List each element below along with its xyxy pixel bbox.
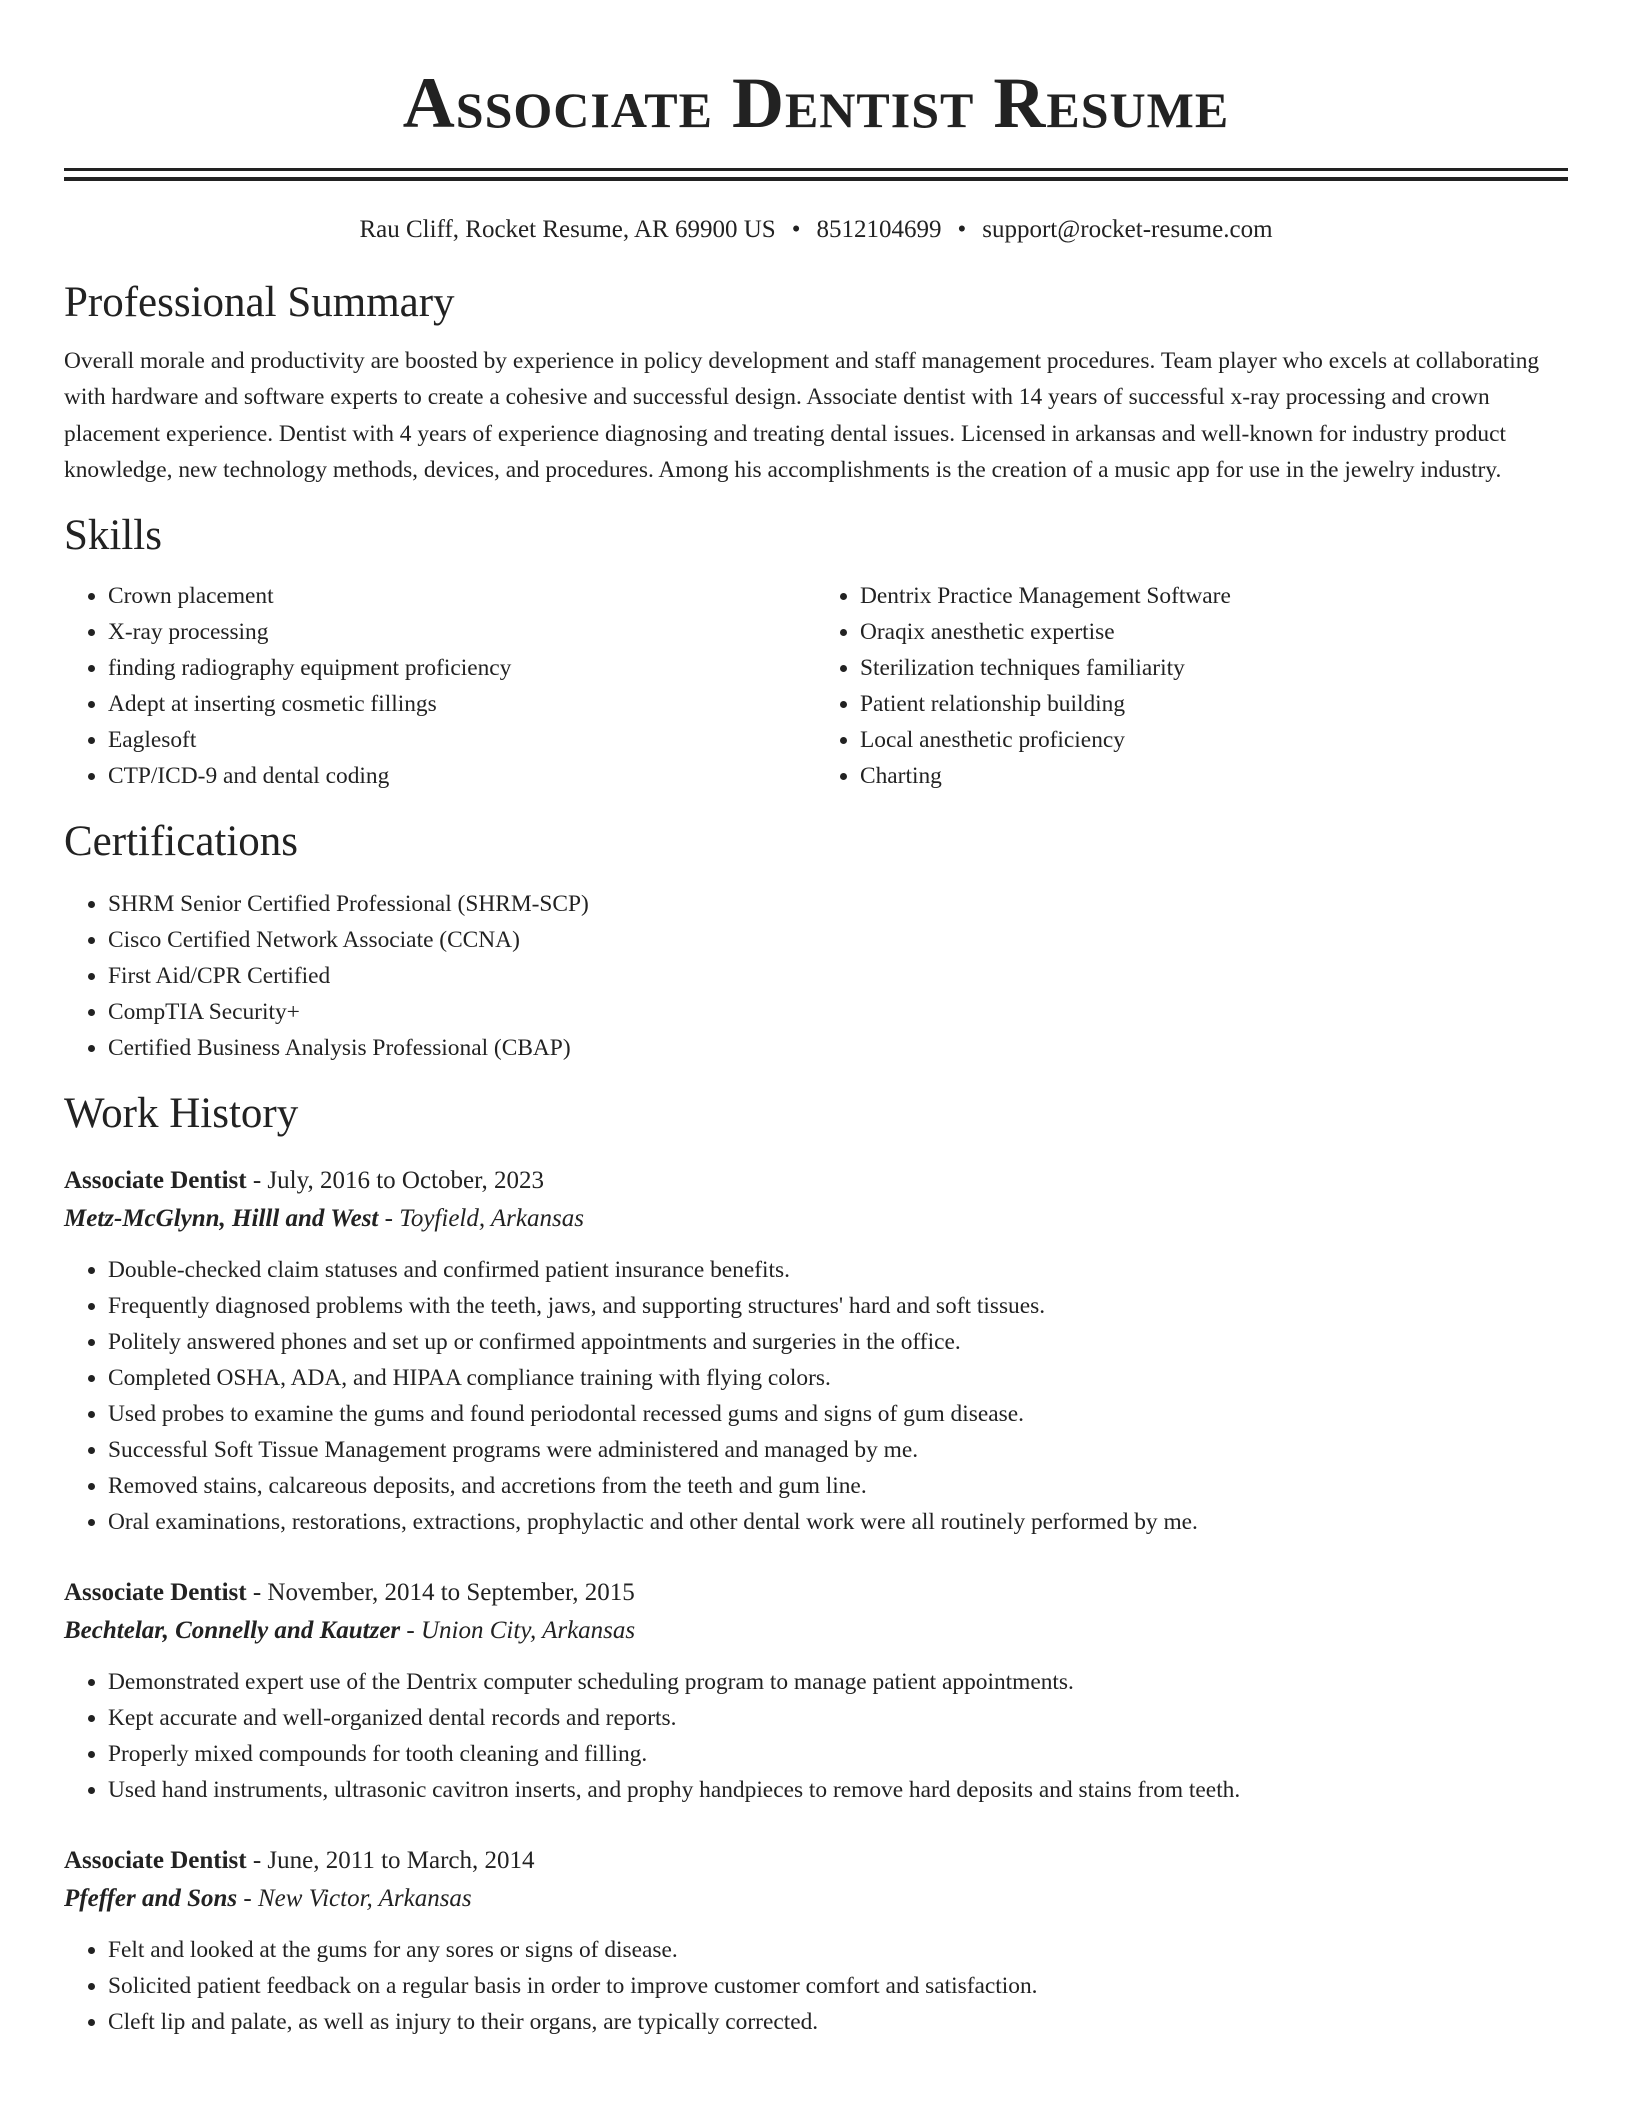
duty-item: • Politely answered phones and set up or confirmed appointments and surgeries in the office. (108, 1324, 1568, 1360)
job-company: Pfeffer and Sons (64, 1885, 238, 1913)
title-rule-bottom (64, 177, 1568, 181)
skill-item: • X-ray processing (108, 614, 816, 650)
duty-item: • Double-checked claim statuses and confirmed patient insurance benefits. (108, 1252, 1568, 1288)
summary-heading: Professional Summary (64, 279, 455, 326)
skill-item: • Crown placement (108, 578, 816, 614)
skills-left-list (64, 578, 816, 794)
job-title-line (64, 1162, 1568, 1200)
skill-item: • Sterilization techniques familiarity (860, 650, 1568, 686)
skills-right-list (816, 578, 1568, 794)
duty-item: • Successful Soft Tissue Management programs were administered and managed by me. (108, 1432, 1568, 1468)
certification-item: • First Aid/CPR Certified (108, 958, 1568, 994)
certification-item: • Certified Business Analysis Professional (CBAP) (108, 1030, 1568, 1066)
job-dates: - November, 2014 to September, 2015 (246, 1579, 635, 1607)
job-company-line (64, 1612, 1568, 1650)
contact-address: Rau Cliff, Rocket Resume, AR 69900 US (359, 216, 776, 243)
work-history-heading: Work History (64, 1090, 299, 1138)
duty-item: • Cleft lip and palate, as well as injury to their organs, are typically corrected. (108, 2004, 1568, 2040)
duty-item: • Kept accurate and well-organized dental records and reports. (108, 1700, 1568, 1736)
job-company: Metz-McGlynn, Hilll and West (64, 1205, 379, 1233)
duty-item: • Felt and looked at the gums for any sores or signs of disease. (108, 1932, 1568, 1968)
resume-title: Associate Dentist Resume (402, 63, 1230, 143)
skill-item: • CTP/ICD-9 and dental coding (108, 758, 816, 794)
certifications-list (64, 886, 1568, 1066)
duty-item: • Used hand instruments, ultrasonic cavitron inserts, and prophy handpieces to remove hard deposits and stains from teeth. (108, 1772, 1568, 1808)
skill-item: • finding radiography equipment proficiency (108, 650, 816, 686)
job-entry (64, 1574, 1568, 1808)
job-title: Associate Dentist (64, 1167, 247, 1195)
contact-separator: • (957, 216, 967, 243)
certification-item: • SHRM Senior Certified Professional (SHRM-SCP) (108, 886, 1568, 922)
summary-text: Overall morale and productivity are boosted by experience in policy development and staff management procedures. Team player who excels at collaborating with hardware and software experts to create a cohesive and successful design. Associate dentist with 14 years of successful x-ray processing and crown placement experience. Dentist with 4 years of experience diagnosing and treating dental issues. Licensed in arkansas and well-known for industry product knowledge, new technology methods, devices, and procedures. Among his accomplishments is the creation of a music app for use in the jewelry industry. (64, 348, 1540, 483)
job-duties-list (64, 1252, 1568, 1540)
skill-item: • Dentrix Practice Management Software (860, 578, 1568, 614)
resume-page (64, 0, 1568, 2040)
job-company-line (64, 1200, 1568, 1238)
job-title-line (64, 1842, 1568, 1880)
skill-item: • Adept at inserting cosmetic fillings (108, 686, 816, 722)
duty-item: • Used probes to examine the gums and found periodontal recessed gums and signs of gum disease. (108, 1396, 1568, 1432)
skill-item: • Oraqix anesthetic expertise (860, 614, 1568, 650)
job-duties-list (64, 1664, 1568, 1808)
duty-item: • Removed stains, calcareous deposits, and accretions from the teeth and gum line. (108, 1468, 1568, 1504)
duty-item: • Completed OSHA, ADA, and HIPAA compliance training with flying colors. (108, 1360, 1568, 1396)
skill-item: • Local anesthetic proficiency (860, 722, 1568, 758)
contact-phone: 8512104699 (816, 216, 942, 243)
job-company-line (64, 1880, 1568, 1918)
job-location: - Union City, Arkansas (400, 1617, 636, 1645)
job-entry (64, 1842, 1568, 2040)
job-dates: - June, 2011 to March, 2014 (246, 1847, 535, 1875)
duty-item: • Frequently diagnosed problems with the teeth, jaws, and supporting structures' hard and soft tissues. (108, 1288, 1568, 1324)
duty-item: • Properly mixed compounds for tooth cleaning and filling. (108, 1736, 1568, 1772)
duty-item: • Oral examinations, restorations, extractions, prophylactic and other dental work were all routinely performed by me. (108, 1504, 1568, 1540)
duty-item: • Demonstrated expert use of the Dentrix computer scheduling program to manage patient appointments. (108, 1664, 1568, 1700)
job-title: Associate Dentist (64, 1579, 247, 1607)
skill-item: • Eaglesoft (108, 722, 816, 758)
job-location: - Toyfield, Arkansas (378, 1205, 584, 1233)
job-duties-list (64, 1932, 1568, 2040)
job-company: Bechtelar, Connelly and Kautzer (64, 1617, 401, 1645)
skills-heading: Skills (64, 512, 162, 560)
certification-item: • Cisco Certified Network Associate (CCNA) (108, 922, 1568, 958)
certifications-heading: Certifications (64, 818, 299, 866)
title-rule (64, 168, 1568, 171)
job-entry (64, 1162, 1568, 1540)
job-dates: - July, 2016 to October, 2023 (246, 1167, 544, 1195)
job-title: Associate Dentist (64, 1847, 247, 1875)
skill-item: • Patient relationship building (860, 686, 1568, 722)
contact-line (64, 213, 1568, 247)
skill-item: • Charting (860, 758, 1568, 794)
contact-separator: • (791, 216, 801, 243)
duty-item: • Solicited patient feedback on a regular basis in order to improve customer comfort and satisfaction. (108, 1968, 1568, 2004)
skills-columns (64, 578, 1568, 794)
contact-email: support@rocket-resume.com (982, 216, 1273, 243)
job-title-line (64, 1574, 1568, 1612)
job-location: - New Victor, Arkansas (237, 1885, 472, 1913)
certification-item: • CompTIA Security+ (108, 994, 1568, 1030)
